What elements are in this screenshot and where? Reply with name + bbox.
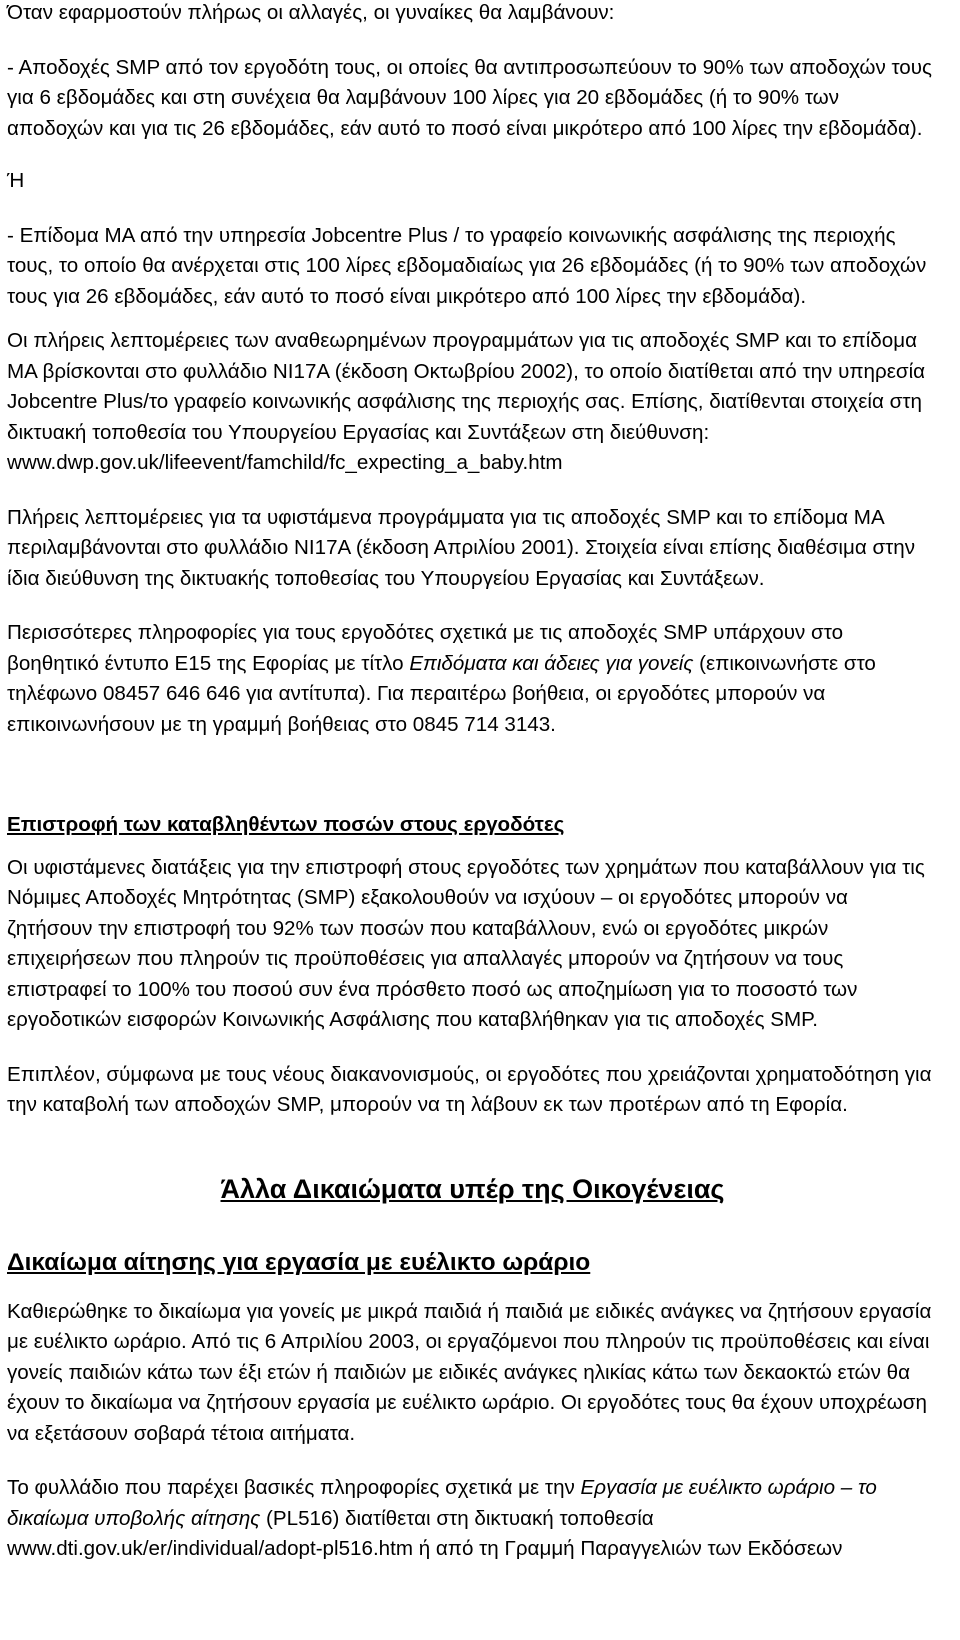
leaflet-title: Επιδόματα και άδειες για γονείς bbox=[409, 651, 694, 675]
smp-option-paragraph: - Αποδοχές SMP από τον εργοδότη τους, οι οποίες θα αντιπροσωπεύουν το 90% των αποδοχών τους για 6 εβδομάδες και στη συνέχεια θα λαμβάνουν 100 λίρες για 20 εβδομάδες (ή το 90% των αποδοχών και για τις 26 εβδομάδες, εάν αυτό το ποσό είναι μικρότερο από 100 λίρες την εβδομάδα). bbox=[7, 55, 932, 140]
flexible-work-subheading: Δικαίωμα αίτησης για εργασία με ευέλικτο ωράριο bbox=[7, 1248, 591, 1276]
revised-details-paragraph: Οι πλήρεις λεπτομέρειες των αναθεωρημένων προγραμμάτων για τις αποδοχές SMP και το επίδομα MA βρίσκονται στο φυλλάδιο NI17A (έκδοση Οκτωβρίου 2002), το οποίο διατίθεται από την υπηρεσία Jobcentre Plus/το γραφείο κοινωνικής ασφάλισης της περιοχής σας. Επίσης, διατίθενται στοιχεία στη δικτυακή τοποθεσία του Υπουργείου Εργασίας και Συντάξεων στη διεύθυνση: www.dwp.gov.uk/lifeevent/famchild/fc_expecting_a_baby.htm bbox=[7, 329, 926, 474]
flexible-work-leaflet-title: Εργασία με ευέλικτο ωράριο – το δικαίωμα υποβολής αίτησης bbox=[7, 1476, 877, 1530]
flexible-work-paragraph-1: Καθιερώθηκε το δικαίωμα για γονείς με μικρά παιδιά ή παιδιά με ειδικές ανάγκες να ζητήσουν εργασία με ευέλικτο ωράριο. Από τις 6 Απριλίου 2003, οι εργαζόμενοι που πληρούν τις προϋποθέσεις και είναι γονείς παιδιών κάτω των έξι ετών ή παιδιών με ειδικές ανάγκες ηλικίας κάτω των δεκαοκτώ ετών θα έχουν το δικαίωμα να ζητήσουν εργασία με ευέλικτο ωράριο. Οι εργοδότες τους θα έχουν υποχρέωση να εξετάσουν σοβαρά τέτοια αιτήματα. bbox=[7, 1299, 932, 1445]
more-info-text-continued: (επικοινωνήστε στο τηλέφωνο 08457 646 646 για αντίτυπα). Για περαιτέρω βοήθεια, οι εργοδότες μπορούν να επικοινωνήσουν με τη γραμμή βοήθειας στο 0845 714 3143. bbox=[7, 651, 876, 736]
flexible-work-paragraph-2 bbox=[7, 1473, 938, 1565]
reimbursement-paragraph-2: Επιπλέον, σύμφωνα με τους νέους διακανονισμούς, οι εργοδότες που χρειάζονται χρηματοδότηση για την καταβολή των αποδοχών SMP, μπορούν να τη λάβουν εκ των προτέρων από τη Εφορία. bbox=[7, 1062, 932, 1116]
or-label: Ή bbox=[7, 169, 25, 192]
more-info-text: Περισσότερες πληροφορίες για τους εργοδότες σχετικά με τις αποδοχές SMP υπάρχουν στο βοηθητικό έντυπο E15 της Εφορίας με τίτλο bbox=[7, 621, 844, 675]
flexible-work-text-continued: (PL516) διατίθεται στη δικτυακή τοποθεσία www.dti.gov.uk/er/individual/adopt-pl516.htm ή από τη Γραμμή Παραγγελιών των Εκδόσεων bbox=[7, 1506, 843, 1560]
flexible-work-text: Το φυλλάδιο που παρέχει βασικές πληροφορίες σχετικά με την bbox=[7, 1476, 581, 1499]
family-rights-heading: Άλλα Δικαιώματα υπέρ της Οικογένειας bbox=[220, 1173, 725, 1204]
reimbursement-paragraph-1: Οι υφιστάμενες διατάξεις για την επιστροφή στους εργοδότες των χρημάτων που καταβάλλουν για τις Νόμιμες Αποδοχές Μητρότητας (SMP) εξακολουθούν να ισχύουν – οι εργοδότες μπορούν να ζητήσουν την επιστροφή του 92% των ποσών που καταβάλλουν, ενώ οι εργοδότες μικρών επιχειρήσεων που πληρούν τις προϋποθέσεις για απαλλαγές μπορούν να ζητήσουν να τους επιστραφεί το 100% του ποσού συν ένα πρόσθετο ποσό ως αποζημίωση για το ποσοστό των εργοδοτικών εισφορών Κοινωνικής Ασφάλισης που καταβλήθηκαν για τις αποδοχές SMP. bbox=[7, 855, 925, 1031]
intro-text: Όταν εφαρμοστούν πλήρως οι αλλαγές, οι γυναίκες θα λαμβάνουν: bbox=[7, 1, 615, 24]
ma-option-paragraph: - Επίδομα MA από την υπηρεσία Jobcentre Plus / το γραφείο κοινωνικής ασφάλισης της περιοχής τους, το οποίο θα ανέρχεται στις 100 λίρες εβδομαδιαίως για 26 εβδομάδες (ή το 90% των αποδοχών τους για 26 εβδομάδες, εάν αυτό το ποσό είναι μικρότερο από 100 λίρες την εβδομάδα). bbox=[7, 223, 927, 308]
existing-details-paragraph: Πλήρεις λεπτομέρειες για τα υφιστάμενα προγράμματα για τις αποδοχές SMP και το επίδομα MA περιλαμβάνονται στο φυλλάδιο NI17A (έκδοση Απριλίου 2001). Στοιχεία είναι επίσης διαθέσιμα στην ίδια διεύθυνση της δικτυακής τοποθεσίας του Υπουργείου Εργασίας και Συντάξεων. bbox=[7, 505, 916, 590]
more-info-paragraph bbox=[7, 618, 938, 740]
reimbursement-heading: Επιστροφή των καταβληθέντων ποσών στους εργοδότες bbox=[7, 813, 565, 836]
